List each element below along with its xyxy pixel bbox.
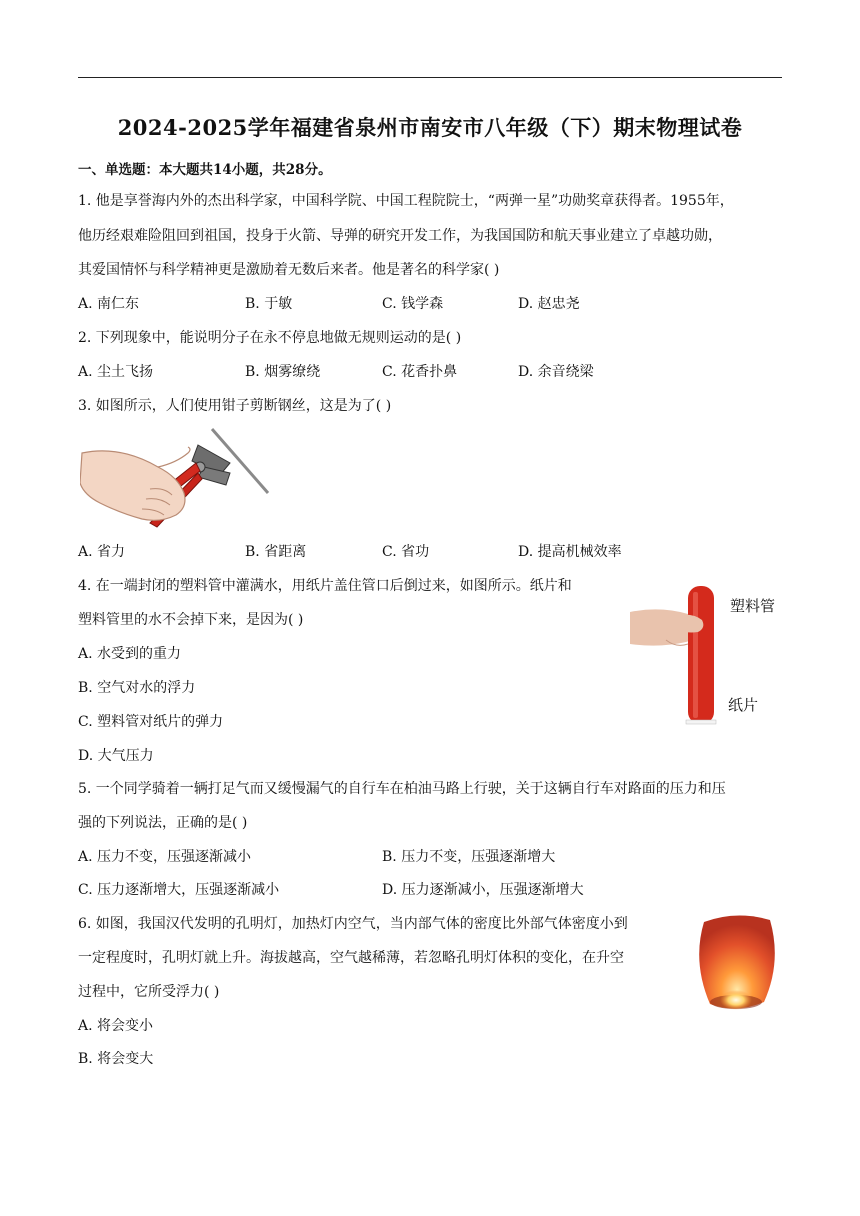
q2-option-b[interactable]: B. 烟雾缭绕 (245, 364, 321, 380)
pliers-cutting-wire-illustration (80, 423, 270, 528)
q1-option-b[interactable]: B. 于敏 (245, 296, 293, 312)
q2-option-c[interactable]: C. 花香扑鼻 (382, 364, 458, 380)
q5-option-c[interactable]: C. 压力逐渐增大，压强逐渐减小 (78, 882, 280, 898)
q1-option-d[interactable]: D. 赵忠尧 (518, 296, 580, 312)
plastic-tube-label: 塑料管 (730, 597, 776, 615)
q1-line-2: 他历经艰难险阻回到祖国，投身于火箭、导弹的研究开发工作，为我国国防和航天事业建立了卓越功勋， (78, 228, 722, 244)
q5-line-1: 5. 一个同学骑着一辆打足气而又缓慢漏气的自行车在柏油马路上行驶，关于这辆自行车对路面的压力和压 (78, 781, 726, 797)
q4-line-2: 塑料管里的水不会掉下来，是因为( ) (78, 612, 304, 628)
q4-option-d[interactable]: D. 大气压力 (78, 748, 154, 764)
q1-option-a[interactable]: A. 南仁东 (78, 296, 140, 312)
q1-option-c[interactable]: C. 钱学森 (382, 296, 444, 312)
paper-label: 纸片 (728, 696, 759, 714)
q3-line-1: 3. 如图所示，人们使用钳子剪断钢丝，这是为了( ) (78, 398, 392, 414)
section-heading: 一、单选题：本大题共14小题，共28分。 (78, 162, 332, 178)
q3-option-d[interactable]: D. 提高机械效率 (518, 544, 622, 560)
q5-option-a[interactable]: A. 压力不变，压强逐渐减小 (78, 849, 252, 865)
q5-line-2: 强的下列说法，正确的是( ) (78, 815, 248, 831)
inverted-plastic-tube-photo (630, 578, 730, 728)
q6-option-a[interactable]: A. 将会变小 (78, 1018, 154, 1034)
q2-option-d[interactable]: D. 余音绕梁 (518, 364, 594, 380)
q4-option-a[interactable]: A. 水受到的重力 (78, 646, 182, 662)
q3-option-c[interactable]: C. 省功 (382, 544, 430, 560)
q4-line-1: 4. 在一端封闭的塑料管中灌满水，用纸片盖住管口后倒过来，如图所示。纸片和 (78, 578, 572, 594)
q3-option-b[interactable]: B. 省距离 (245, 544, 307, 560)
q4-option-c[interactable]: C. 塑料管对纸片的弹力 (78, 714, 224, 730)
q4-option-b[interactable]: B. 空气对水的浮力 (78, 680, 196, 696)
sky-lantern-photo (690, 912, 782, 1030)
q6-line-1: 6. 如图，我国汉代发明的孔明灯，加热灯内空气，当内部气体的密度比外部气体密度小到 (78, 916, 628, 932)
q5-option-b[interactable]: B. 压力不变，压强逐渐增大 (382, 849, 556, 865)
q6-line-3: 过程中，它所受浮力( ) (78, 984, 220, 1000)
page-title: 2024-2025学年福建省泉州市南安市八年级（下）期末物理试卷 (117, 115, 743, 140)
q3-option-a[interactable]: A. 省力 (78, 544, 126, 560)
q6-line-2: 一定程度时，孔明灯就上升。海拔越高，空气越稀薄，若忽略孔明灯体积的变化，在升空 (78, 950, 624, 966)
q5-option-d[interactable]: D. 压力逐渐减小，压强逐渐增大 (382, 882, 584, 898)
q1-line-3: 其爱国情怀与科学精神更是激励着无数后来者。他是著名的科学家( ) (78, 262, 500, 278)
q2-option-a[interactable]: A. 尘土飞扬 (78, 364, 154, 380)
q2-line-1: 2. 下列现象中，能说明分子在永不停息地做无规则运动的是( ) (78, 330, 462, 346)
header-rule (78, 77, 782, 78)
q1-line-1: 1. 他是享誉海内外的杰出科学家，中国科学院、中国工程院院士，“两弹一星”功勋奖章获得者。1955年， (78, 193, 734, 209)
q6-option-b[interactable]: B. 将会变大 (78, 1051, 154, 1067)
